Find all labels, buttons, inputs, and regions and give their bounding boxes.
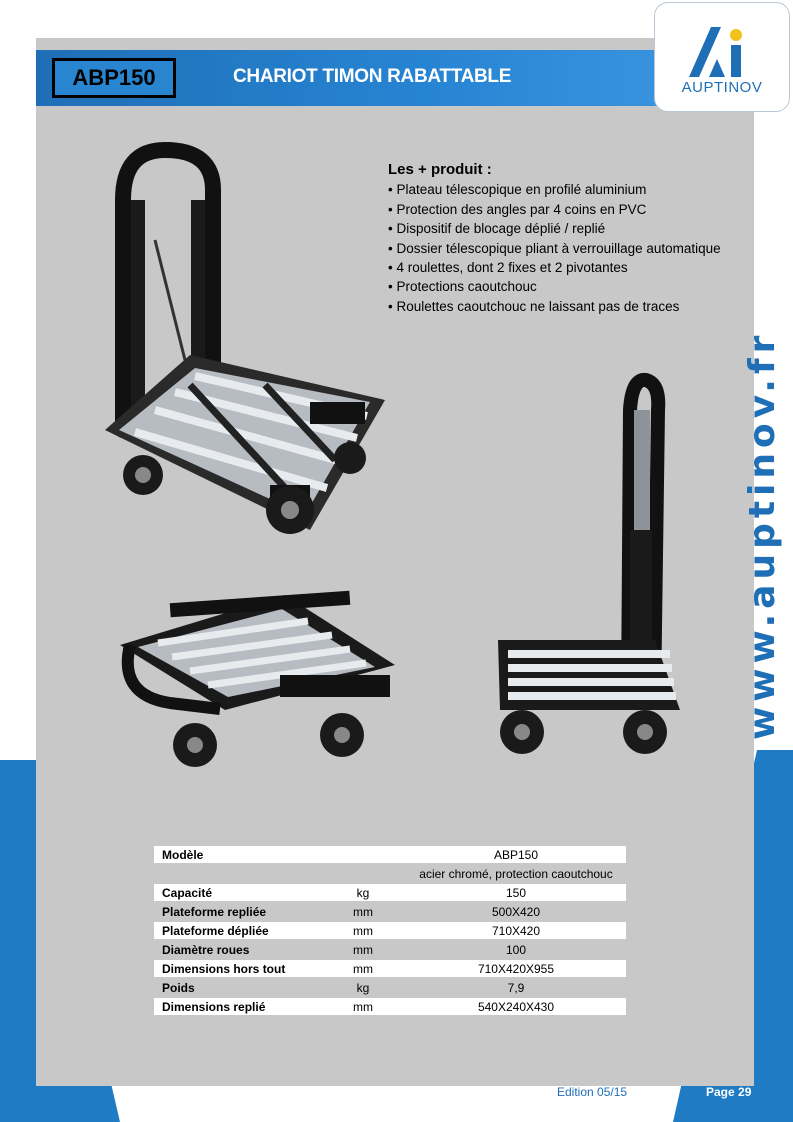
- spec-unit: [320, 865, 406, 882]
- feature-item: • Dispositif de blocage déplié / replié: [388, 221, 606, 237]
- trolley-upright-image: [480, 370, 695, 760]
- feature-item: • Protections caoutchouc: [388, 279, 537, 295]
- spec-value: ABP150: [406, 846, 626, 863]
- spec-label: Modèle: [154, 846, 320, 863]
- table-row: [154, 941, 626, 958]
- product-title: CHARIOT TIMON RABATTABLE: [233, 66, 512, 87]
- spec-value: 710X420X955: [406, 960, 626, 977]
- feature-item: • Protection des angles par 4 coins en PVC: [388, 201, 647, 217]
- spec-unit: [320, 846, 406, 863]
- website-url: www.auptinov.fr: [742, 330, 783, 740]
- table-row: [154, 903, 626, 920]
- product-reference: ABP150: [72, 65, 156, 90]
- logo-text: AUPTINOV: [681, 79, 763, 96]
- spec-label: Plateforme repliée: [162, 904, 267, 919]
- feature-item: • Roulettes caoutchouc ne laissant pas de traces: [388, 298, 680, 314]
- spec-value: 100: [505, 942, 527, 957]
- brand-logo: [654, 2, 790, 112]
- edition-label: Edition 05/15: [557, 1085, 628, 1099]
- table-row: [154, 960, 626, 977]
- table-row: [154, 865, 626, 882]
- feature-item: • Plateau télescopique en profilé aluminium: [388, 182, 647, 198]
- spec-label: [154, 865, 320, 882]
- trolley-folded-image: [110, 585, 400, 775]
- trolley-unfolded-image: [95, 140, 395, 540]
- spec-value: 500X420: [491, 904, 541, 919]
- spec-value: 150: [406, 884, 626, 901]
- spec-value: acier chromé, protection caoutchouc: [419, 866, 613, 881]
- table-row: [154, 979, 626, 996]
- spec-value: 540X240X430: [406, 998, 626, 1015]
- page-number: Page 29: [706, 1085, 752, 1099]
- spec-unit: kg: [320, 884, 406, 901]
- spec-label: Capacité: [154, 884, 320, 901]
- spec-label: Diamètre roues: [162, 942, 250, 957]
- specifications-table: [154, 844, 626, 1017]
- spec-unit: kg: [356, 980, 370, 995]
- features-list: [388, 180, 728, 316]
- spec-unit: mm: [353, 942, 373, 957]
- spec-unit: mm: [320, 998, 406, 1015]
- spec-label: Dimensions hors tout: [154, 960, 320, 977]
- feature-item: • 4 roulettes, dont 2 fixes et 2 pivotantes: [388, 260, 628, 276]
- spec-value: 710X420: [406, 922, 626, 939]
- table-row: [154, 922, 626, 939]
- product-features: [388, 160, 728, 316]
- spec-unit: mm: [353, 904, 373, 919]
- spec-unit: mm: [320, 922, 406, 939]
- table-row: [154, 884, 626, 901]
- feature-item: • Dossier télescopique pliant à verrouillage automatique: [388, 240, 721, 256]
- logo-mark-icon: [687, 25, 759, 79]
- table-row: [154, 846, 626, 863]
- features-heading: Les + produit :: [388, 161, 492, 178]
- spec-label: Plateforme dépliée: [154, 922, 320, 939]
- table-row: [154, 998, 626, 1015]
- spec-value: 7,9: [507, 980, 525, 995]
- spec-label: Poids: [162, 980, 195, 995]
- spec-label: Dimensions replié: [154, 998, 320, 1015]
- spec-unit: mm: [320, 960, 406, 977]
- product-reference-box: [52, 58, 176, 98]
